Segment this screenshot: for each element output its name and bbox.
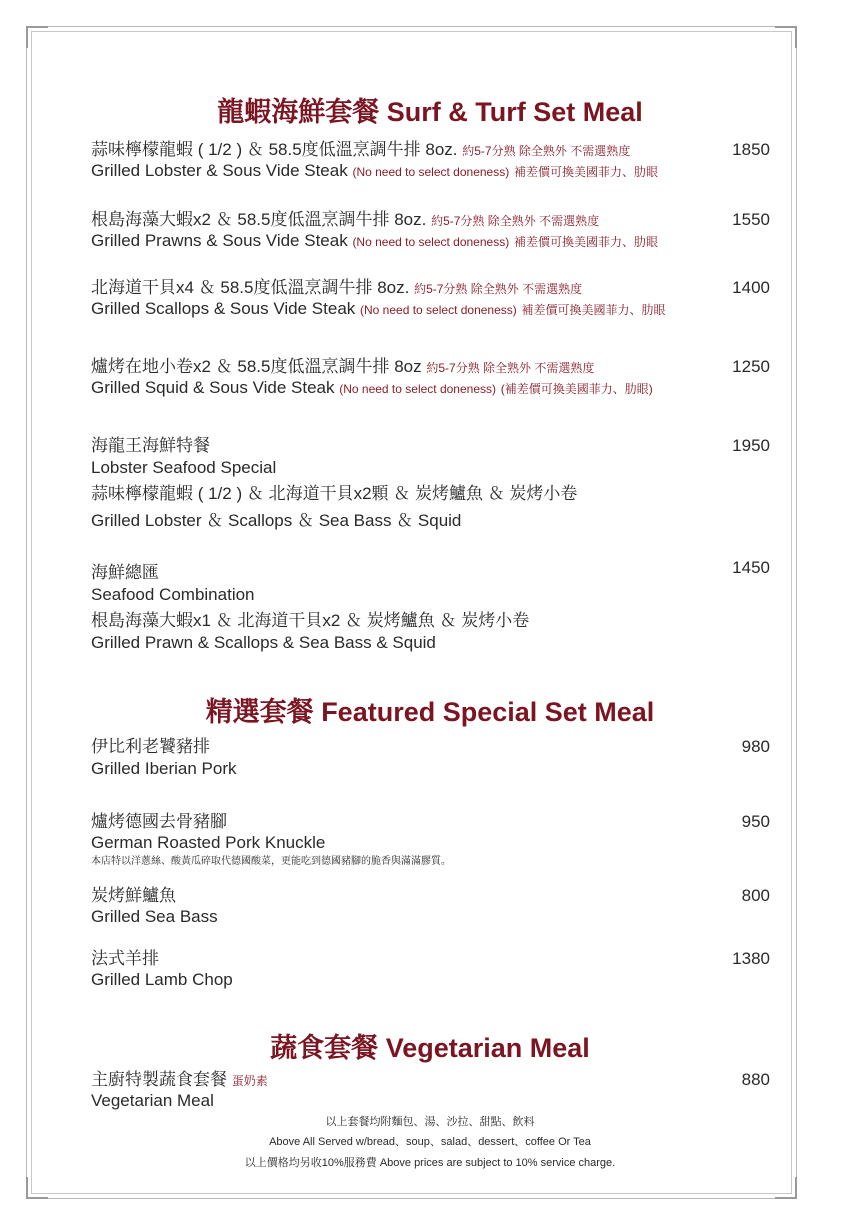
doneness-note-en: (No need to select doneness): [360, 303, 517, 317]
special-desc-zh: 蒜味檸檬龍蝦 ( 1/2 ) ＆ 北海道干貝x2顆 ＆ 炭烤鱸魚 ＆ 炭烤小卷: [91, 484, 578, 503]
menu-item-zh: [91, 139, 630, 162]
item-name-zh: 法式羊排: [91, 949, 159, 968]
special-desc-en: Grilled Lobster ＆ Scallops ＆ Sea Bass ＆ Squid: [91, 511, 462, 530]
menu-item-en: [91, 230, 658, 253]
menu-item-zh: [91, 356, 594, 379]
section-title-featured: 精選套餐 Featured Special Set Meal: [205, 697, 655, 727]
item-price: 1250: [732, 357, 770, 376]
upgrade-note: (補差價可換美國菲力、肋眼): [500, 382, 653, 396]
corner-ornament: [26, 26, 48, 48]
item-price: 1400: [732, 278, 770, 297]
menu-item-zh: [91, 209, 599, 232]
upgrade-note: 補差價可換美國菲力、肋眼: [513, 235, 658, 249]
corner-ornament: [775, 1177, 797, 1199]
item-description: 本店特以洋蔥絲、酸黃瓜碎取代德國酸菜，更能吃到德國豬腳的脆香與滿滿膠質。: [91, 856, 451, 867]
item-name-zh: 根島海藻大蝦x2 ＆ 58.5度低溫烹調牛排 8oz.: [91, 210, 427, 229]
item-price: 1380: [732, 949, 770, 968]
item-name-en: Vegetarian Meal: [91, 1091, 214, 1110]
item-name-zh: 蒜味檸檬龍蝦 ( 1/2 ) ＆ 58.5度低溫烹調牛排 8oz.: [91, 140, 458, 159]
doneness-note-en: (No need to select doneness): [352, 235, 510, 249]
item-name-en: Grilled Lamb Chop: [91, 970, 233, 989]
menu-item-en: [91, 160, 658, 183]
special-desc-en: Grilled Prawn & Scallops & Sea Bass & Squid: [91, 633, 436, 652]
footer-service-charge: 以上價格均另收10%服務費 Above prices are subject to 10% service charge.: [244, 1157, 616, 1169]
doneness-note: 約5-7分熟 除全熟外 不需選熟度: [414, 282, 583, 296]
section-title-surf-turf: 龍蝦海鮮套餐 Surf & Turf Set Meal: [217, 97, 643, 127]
item-name-zh: 爐烤德國去骨豬腳: [91, 812, 227, 831]
menu-item-en: [91, 377, 653, 400]
corner-ornament: [26, 1177, 48, 1199]
footer-included-en: Above All Served w/bread、soup、salad、dessert、coffee Or Tea: [269, 1136, 591, 1148]
item-price: 1450: [732, 558, 770, 577]
item-name-en: Grilled Prawns & Sous Vide Steak: [91, 231, 348, 250]
special-desc-zh: 根島海藻大蝦x1 ＆ 北海道干貝x2 ＆ 炭烤鱸魚 ＆ 炭烤小卷: [91, 611, 530, 630]
item-name-en: German Roasted Pork Knuckle: [91, 833, 326, 852]
doneness-note: 約5-7分熟 除全熟外 不需選熟度: [426, 361, 595, 375]
item-price: 880: [741, 1070, 770, 1089]
special-name-en: Seafood Combination: [91, 585, 255, 604]
upgrade-note: 補差價可換美國菲力、肋眼: [521, 303, 666, 317]
diet-note: 蛋奶素: [231, 1074, 268, 1088]
menu-item-zh: [91, 1069, 268, 1092]
menu-item-en: [91, 298, 666, 321]
doneness-note-en: (No need to select doneness): [352, 165, 510, 179]
item-name-en: Grilled Sea Bass: [91, 907, 218, 926]
item-price: 1550: [732, 210, 770, 229]
item-price: 980: [741, 737, 770, 756]
item-price: 950: [741, 812, 770, 831]
section-title-vegetarian: 蔬食套餐 Vegetarian Meal: [270, 1033, 590, 1063]
corner-ornament: [775, 26, 797, 48]
doneness-note-en: (No need to select doneness): [339, 382, 496, 396]
doneness-note: 約5-7分熟 除全熟外 不需選熟度: [431, 214, 600, 228]
item-name-zh: 炭烤鮮鱸魚: [91, 886, 176, 905]
item-name-zh: 伊比利老饕豬排: [91, 737, 210, 756]
item-name-zh: 爐烤在地小卷x2 ＆ 58.5度低溫烹調牛排 8oz: [91, 357, 422, 376]
upgrade-note: 補差價可換美國菲力、肋眼: [513, 165, 658, 179]
item-name-en: Grilled Iberian Pork: [91, 759, 237, 778]
footer-included: 以上套餐均附麵包、湯、沙拉、甜點、飲料: [325, 1116, 535, 1128]
special-name-zh: 海龍王海鮮特餐: [91, 436, 210, 455]
item-price: 800: [741, 886, 770, 905]
item-name-en: Grilled Scallops & Sous Vide Steak: [91, 299, 356, 318]
item-name-en: Grilled Squid & Sous Vide Steak: [91, 378, 335, 397]
special-name-en: Lobster Seafood Special: [91, 458, 277, 477]
item-name-zh: 主廚特製蔬食套餐: [91, 1070, 227, 1089]
item-price: 1950: [732, 436, 770, 455]
menu-item-zh: [91, 277, 582, 300]
item-name-zh: 北海道干貝x4 ＆ 58.5度低溫烹調牛排 8oz.: [91, 278, 410, 297]
item-price: 1850: [732, 140, 770, 159]
item-name-en: Grilled Lobster & Sous Vide Steak: [91, 161, 348, 180]
special-name-zh: 海鮮總匯: [91, 563, 159, 582]
doneness-note: 約5-7分熟 除全熟外 不需選熟度: [462, 144, 631, 158]
